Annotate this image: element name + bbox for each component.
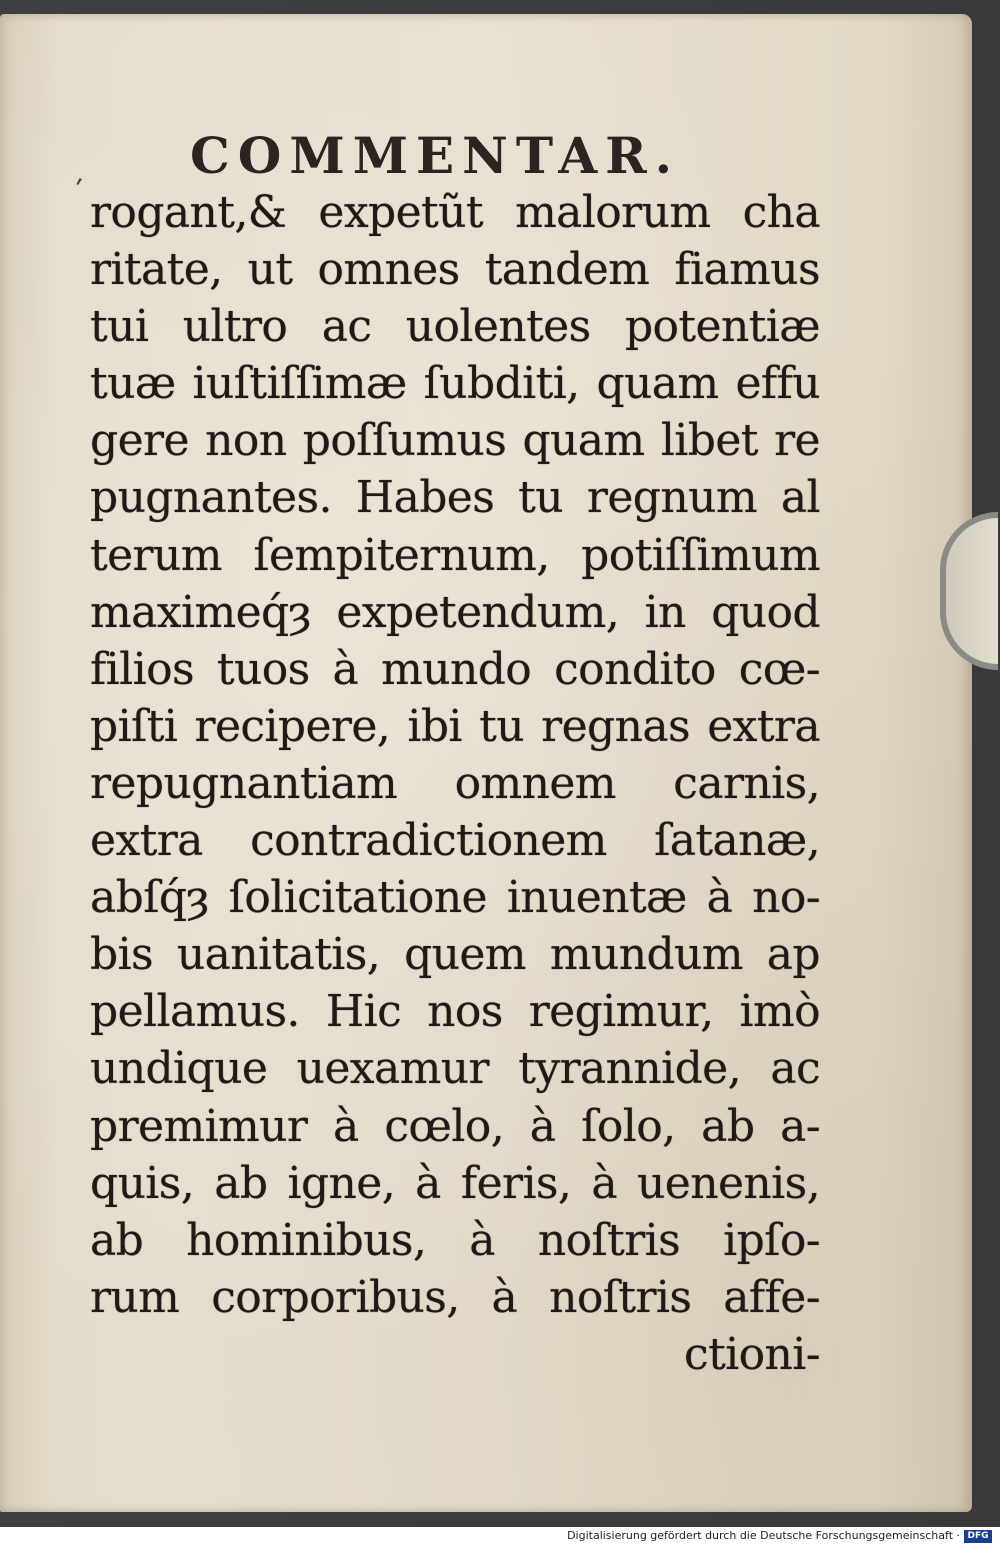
- text-line: ab hominibus, à noſtris ipſo-: [90, 1214, 820, 1266]
- text-line: pellamus. Hic nos regimur, imò: [90, 986, 820, 1038]
- text-line: maximeq́ȝ expetendum, in quod: [90, 586, 820, 638]
- text-block: [90, 184, 820, 1383]
- text-line: bis uanitatis, quem mundum ap: [90, 929, 820, 981]
- text-line: rum corporibus, à noſtris affe-: [90, 1271, 820, 1323]
- text-line: quis, ab igne, à feris, à uenenis,: [90, 1157, 820, 1209]
- text-line: repugnantiam omnem carnis,: [90, 757, 820, 809]
- text-line: undique uexamur tyrannide, ac: [90, 1043, 820, 1095]
- text-line: extra contradictionem ſatanæ,: [90, 815, 820, 867]
- book-page: [0, 14, 972, 1512]
- text-line: gere non poſſumus quam libet re: [90, 415, 820, 467]
- text-line: tui ultro ac uolentes potentiæ: [90, 301, 820, 353]
- footer-bar: [0, 1527, 1000, 1547]
- text-line: tuæ iuſtiſſimæ ſubditi, quam effu: [90, 358, 820, 410]
- text-line: rogant,& expetũt malorum cha: [90, 187, 820, 238]
- dfg-logo: DFG: [964, 1530, 992, 1543]
- text-line: filios tuos à mundo condito cœ-: [90, 643, 820, 695]
- margin-mark: ʹ: [66, 173, 86, 208]
- text-line: premimur à cœlo, à ſolo, ab a-: [90, 1100, 820, 1152]
- text-line: ritate, ut omnes tandem fiamus: [90, 244, 820, 296]
- running-head: COMMENTAR.: [190, 126, 681, 185]
- text-line: piſti recipere, ibi tu regnas extra: [90, 700, 820, 752]
- text-line: abſq́ȝ ſolicitatione inuentæ à no-: [90, 872, 820, 924]
- catchword: ctioni-: [684, 1328, 820, 1380]
- funding-credit: Digitalisierung gefördert durch die Deutsche Forschungsgemeinschaft ·: [567, 1529, 960, 1542]
- text-line: terum ſempiternum, potiſſimum: [90, 529, 820, 581]
- text-line: pugnantes. Habes tu regnum al: [90, 472, 820, 524]
